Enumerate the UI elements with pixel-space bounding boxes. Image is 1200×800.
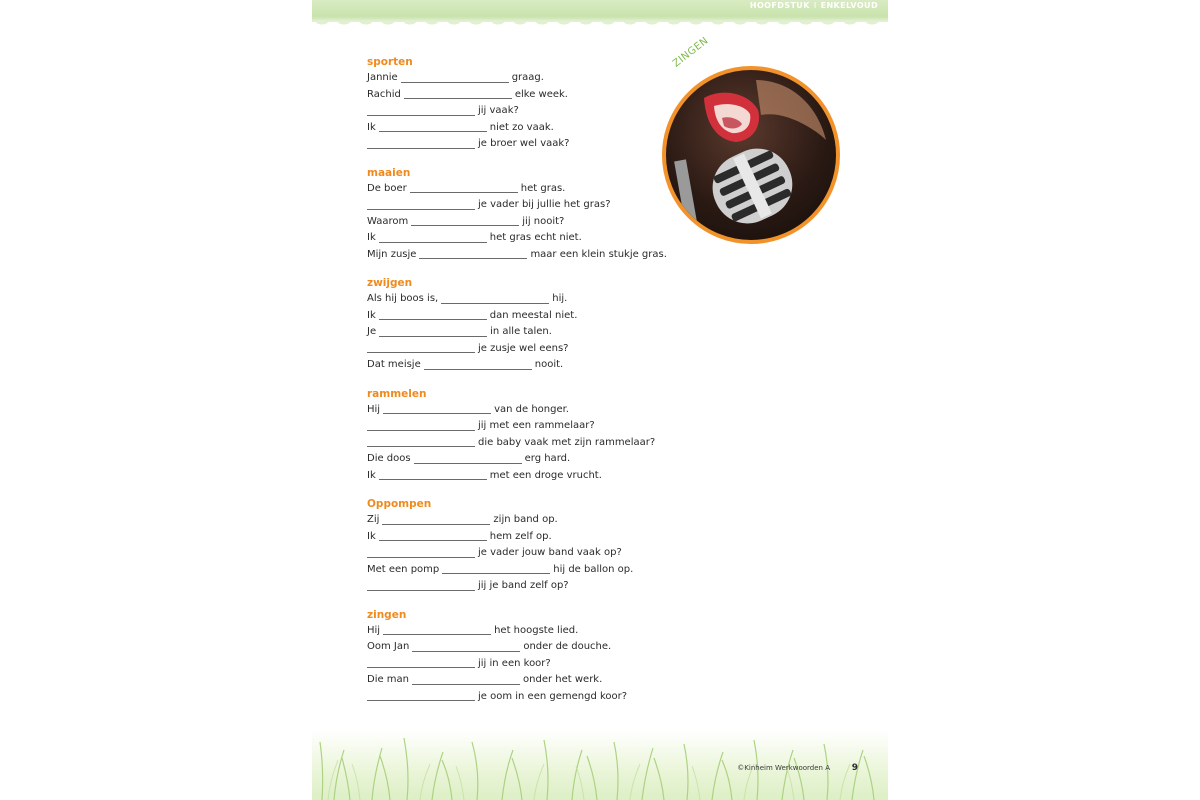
- answer-blank[interactable]: [379, 478, 487, 480]
- exercise-sentence: [367, 324, 697, 341]
- exercise-sentence: [367, 197, 697, 214]
- exercise-section-sporten: [367, 54, 697, 153]
- exercise-sentence: [367, 623, 697, 640]
- sentence-end: nooit.: [534, 359, 564, 370]
- sentence-end: je vader bij jullie het gras?: [478, 199, 611, 210]
- sentence-end: jij vaak?: [478, 105, 519, 116]
- sentence-start: Hij: [367, 624, 381, 636]
- exercise-sentence: [367, 418, 697, 435]
- header-chapter: HOOFDSTUK: [749, 1, 810, 10]
- sentence-end: van de honger.: [494, 403, 569, 415]
- sentence-end: met een droge vrucht.: [489, 469, 602, 481]
- sentence-end: graag.: [511, 72, 544, 83]
- sentence-start: Als hij boos is,: [367, 293, 439, 304]
- sentence-end: niet zo vaak.: [489, 121, 554, 133]
- exercise-sentence: [367, 247, 697, 264]
- page-number: 9: [851, 763, 858, 773]
- answer-blank[interactable]: [379, 539, 487, 541]
- sentence-end: het gras echt niet.: [489, 232, 582, 243]
- photo-caption: ZINGEN: [671, 35, 711, 70]
- answer-blank[interactable]: [419, 257, 527, 259]
- answer-blank[interactable]: [401, 81, 509, 83]
- sentence-start: Waarom: [367, 215, 409, 227]
- sentence-end: in alle talen.: [490, 326, 552, 337]
- grass-decoration: [312, 730, 888, 800]
- verb-heading: zwijgen: [367, 277, 413, 289]
- sentence-end: hem zelf op.: [489, 530, 552, 542]
- sentence-start: Ik: [367, 121, 376, 133]
- verb-heading: zingen: [367, 608, 407, 621]
- exercise-section-maaien: [367, 165, 697, 264]
- worksheet-page: [312, 0, 888, 800]
- sentence-end: hij.: [552, 293, 568, 304]
- exercise-sentence: [367, 512, 697, 529]
- answer-blank[interactable]: [412, 683, 520, 685]
- sentence-end: maar een klein stukje gras.: [530, 248, 667, 260]
- sentence-start: Hij: [367, 403, 381, 415]
- exercise-sentence: [367, 70, 697, 87]
- answer-blank[interactable]: [367, 445, 475, 447]
- answer-blank[interactable]: [367, 147, 475, 149]
- answer-blank[interactable]: [379, 130, 487, 132]
- sentence-end: jij nooit?: [522, 215, 565, 227]
- exercise-sentence: [367, 402, 697, 419]
- exercise-sentence: [367, 451, 697, 468]
- running-header: [750, 0, 878, 12]
- sentence-start: Mijn zusje: [367, 248, 417, 260]
- exercise-section-oppompen: [367, 496, 697, 595]
- exercise-section-zingen: [367, 607, 697, 706]
- exercise-sentence: [367, 291, 697, 308]
- exercise-sentence: [367, 545, 697, 562]
- answer-blank[interactable]: [367, 114, 475, 116]
- sentence-end: dan meestal niet.: [489, 309, 578, 321]
- sentence-start: Jannie: [367, 72, 398, 83]
- answer-blank[interactable]: [367, 556, 475, 558]
- exercise-sentence: [367, 230, 697, 247]
- sentence-start: Die man: [367, 674, 410, 685]
- exercise-sentence: [367, 341, 697, 358]
- answer-blank[interactable]: [442, 572, 550, 574]
- copyright-text: ©Kinheim Werkwoorden A: [737, 764, 830, 772]
- sentence-end: je oom in een gemengd koor?: [478, 690, 628, 702]
- header-band: [312, 0, 888, 22]
- answer-blank[interactable]: [382, 523, 490, 525]
- sentence-end: die baby vaak met zijn rammelaar?: [478, 436, 656, 448]
- answer-blank[interactable]: [367, 429, 475, 431]
- exercise-sentence: [367, 639, 697, 656]
- answer-blank[interactable]: [412, 650, 520, 652]
- sentence-end: onder het werk.: [523, 674, 603, 685]
- exercise-sentence: [367, 529, 697, 546]
- exercise-sentence: [367, 672, 697, 689]
- sentence-start: Met een pomp: [367, 563, 440, 575]
- sentence-end: zijn band op.: [493, 514, 558, 525]
- exercise-sentence: [367, 689, 697, 706]
- answer-blank[interactable]: [424, 368, 532, 370]
- sentence-end: onder de douche.: [523, 641, 612, 652]
- answer-blank[interactable]: [404, 97, 512, 99]
- answer-blank[interactable]: [383, 633, 491, 635]
- sentence-end: je broer wel vaak?: [478, 138, 570, 149]
- exercise-sentence: [367, 181, 697, 198]
- sentence-end: jij in een koor?: [478, 657, 551, 669]
- exercise-sentence: [367, 656, 697, 673]
- answer-blank[interactable]: [379, 241, 487, 243]
- answer-blank[interactable]: [441, 302, 549, 304]
- sentence-start: Ik: [367, 469, 376, 481]
- verb-heading: Oppompen: [367, 498, 432, 510]
- exercise-sentence: [367, 308, 697, 325]
- sentence-start: Die doos: [367, 453, 411, 464]
- exercise-section-zwijgen: [367, 275, 697, 374]
- sentence-start: Je: [367, 326, 377, 337]
- sentence-start: De boer: [367, 182, 407, 194]
- sentence-start: Ik: [367, 232, 376, 243]
- header-separator: I: [813, 1, 817, 10]
- sentence-start: Ik: [367, 530, 376, 542]
- exercise-sentence: [367, 435, 697, 452]
- exercise-section-rammelen: [367, 386, 697, 485]
- sentence-end: het hoogste lied.: [494, 624, 579, 636]
- sentence-start: Zij: [367, 514, 380, 525]
- sentence-start: Dat meisje: [367, 359, 421, 370]
- answer-blank[interactable]: [367, 666, 475, 668]
- verb-heading: maaien: [367, 166, 411, 179]
- exercise-sentence: [367, 578, 697, 595]
- singer-microphone-image: [662, 66, 840, 244]
- answer-blank[interactable]: [379, 335, 487, 337]
- exercise-sentence: [367, 103, 697, 120]
- verb-heading: rammelen: [367, 387, 427, 400]
- sentence-end: jij met een rammelaar?: [478, 420, 595, 431]
- sentence-end: het gras.: [520, 182, 566, 194]
- exercise-sentence: [367, 562, 697, 579]
- sentence-end: elke week.: [514, 88, 568, 100]
- sentence-end: je vader jouw band vaak op?: [478, 547, 622, 558]
- answer-blank[interactable]: [367, 351, 475, 353]
- exercise-list: [367, 54, 697, 717]
- answer-blank[interactable]: [367, 589, 475, 591]
- answer-blank[interactable]: [410, 191, 518, 193]
- exercise-sentence: [367, 214, 697, 231]
- singer-photo: [662, 35, 842, 246]
- sentence-start: Rachid: [367, 88, 401, 100]
- header-topic: ENKELVOUD: [820, 1, 878, 10]
- verb-heading: sporten: [367, 56, 413, 68]
- answer-blank[interactable]: [367, 208, 475, 210]
- answer-blank[interactable]: [411, 224, 519, 226]
- answer-blank[interactable]: [414, 462, 522, 464]
- sentence-start: Oom Jan: [367, 641, 410, 652]
- sentence-end: erg hard.: [524, 453, 571, 464]
- sentence-end: je zusje wel eens?: [478, 342, 569, 354]
- exercise-sentence: [367, 87, 697, 104]
- sentence-end: hij de ballon op.: [553, 563, 634, 575]
- answer-blank[interactable]: [367, 699, 475, 701]
- sentence-end: jij je band zelf op?: [478, 580, 569, 591]
- exercise-sentence: [367, 357, 697, 374]
- answer-blank[interactable]: [379, 318, 487, 320]
- exercise-sentence: [367, 136, 697, 153]
- exercise-sentence: [367, 468, 697, 485]
- sentence-start: Ik: [367, 309, 376, 321]
- answer-blank[interactable]: [383, 412, 491, 414]
- exercise-sentence: [367, 120, 697, 137]
